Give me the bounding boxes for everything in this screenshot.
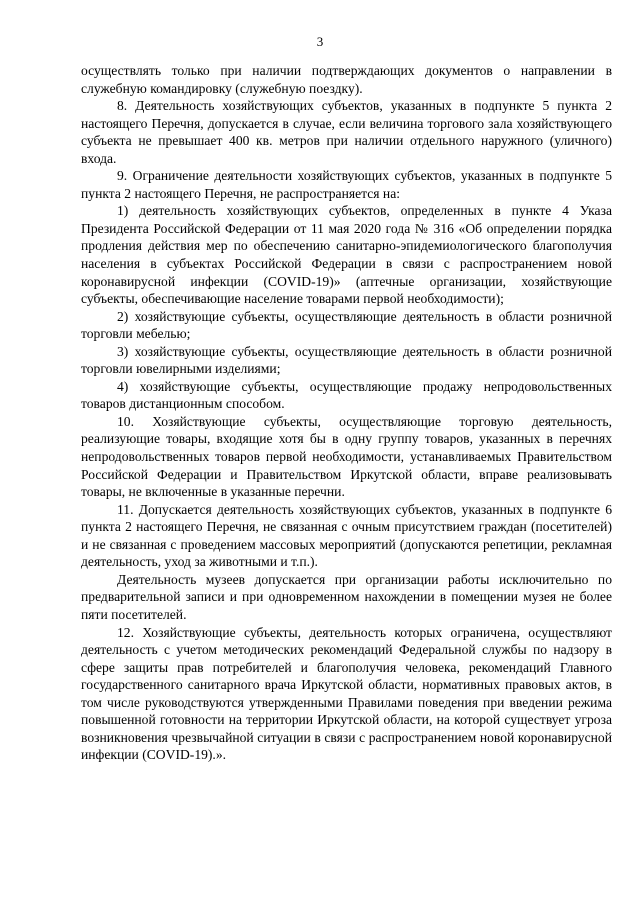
- paragraph-continuation: осуществлять только при наличии подтверждающих документов о направлении в служебную командировку (служебную поездку).: [81, 63, 612, 96]
- paragraph-11: 11. Допускается деятельность хозяйствующих субъектов, указанных в подпункте 6 пункта 2 настоящего Перечня, не связанная с очным присутствием граждан (посетителей) и не связанная с проведением массовых мероприятий (допускаются репетиции, рекламная деятельность, уход за животными и т.п.).: [81, 501, 612, 570]
- paragraph-9-item-4: 4) хозяйствующие субъекты, осуществляющие продажу непродовольственных товаров дистанционным способом.: [81, 378, 612, 412]
- paragraph-museums: Деятельность музеев допускается при организации работы исключительно по предварительной записи и при одновременном нахождении в помещении музея не более пяти посетителей.: [81, 571, 612, 622]
- paragraph-12: 12. Хозяйствующие субъекты, деятельность которых ограничена, осуществляют деятельность с учетом методических рекомендаций Федеральной службы по надзору в сфере защиты прав потребителей и благополучия человека, рекомендаций Главного государственного санитарного врача Иркутской области, нормативных правовых актов, в том числе руководствуются утвержденными Правилами поведения при введении режима повышенной готовности на территории Иркутской области, на которой существует угроза возникновения чрезвычайной ситуации в связи с распространением новой коронавирусной инфекции (COVID-19).».: [81, 624, 612, 763]
- document-body: [81, 62, 612, 764]
- paragraph-8: 8. Деятельность хозяйствующих субъектов, указанных в подпункте 5 пункта 2 настоящего Перечня, допускается в случае, если величина торгового зала хозяйствующего субъекта не превышает 400 кв. метров при наличии отдельного наружного (уличного) входа.: [81, 98, 612, 166]
- paragraph-9-item-2: 2) хозяйствующие субъекты, осуществляющие деятельность в области розничной торговли мебелью;: [81, 308, 612, 342]
- paragraph-9-item-1: 1) деятельность хозяйствующих субъектов, определенных в пункте 4 Указа Президента Российской Федерации от 11 мая 2020 года № 316 «Об определении порядка продления действия мер по обеспечению санитарно-эпидемиологического благополучия населения в субъектах Российской Федерации в связи с распространением новой коронавирусной инфекции (COVID-19)» (аптечные организации, хозяйствующие субъекты, обеспечивающие население товарами первой необходимости);: [81, 203, 612, 307]
- paragraph-9: 9. Ограничение деятельности хозяйствующих субъектов, указанных в подпункте 5 пункта 2 настоящего Перечня, не распространяется на:: [81, 168, 612, 201]
- paragraph-10: 10. Хозяйствующие субъекты, осуществляющие торговую деятельность, реализующие товары, входящие хотя бы в одну группу товаров, указанных в перечнях непродовольственных товаров первой необходимости, устанавливаемых Правительством Российской Федерации и Правительством Иркутской области, вправе реализовывать товары, не включенные в указанные перечни.: [81, 413, 612, 500]
- page-number: 3: [316, 34, 324, 49]
- paragraph-9-item-3: 3) хозяйствующие субъекты, осуществляющие деятельность в области розничной торговли ювелирными изделиями;: [81, 343, 612, 377]
